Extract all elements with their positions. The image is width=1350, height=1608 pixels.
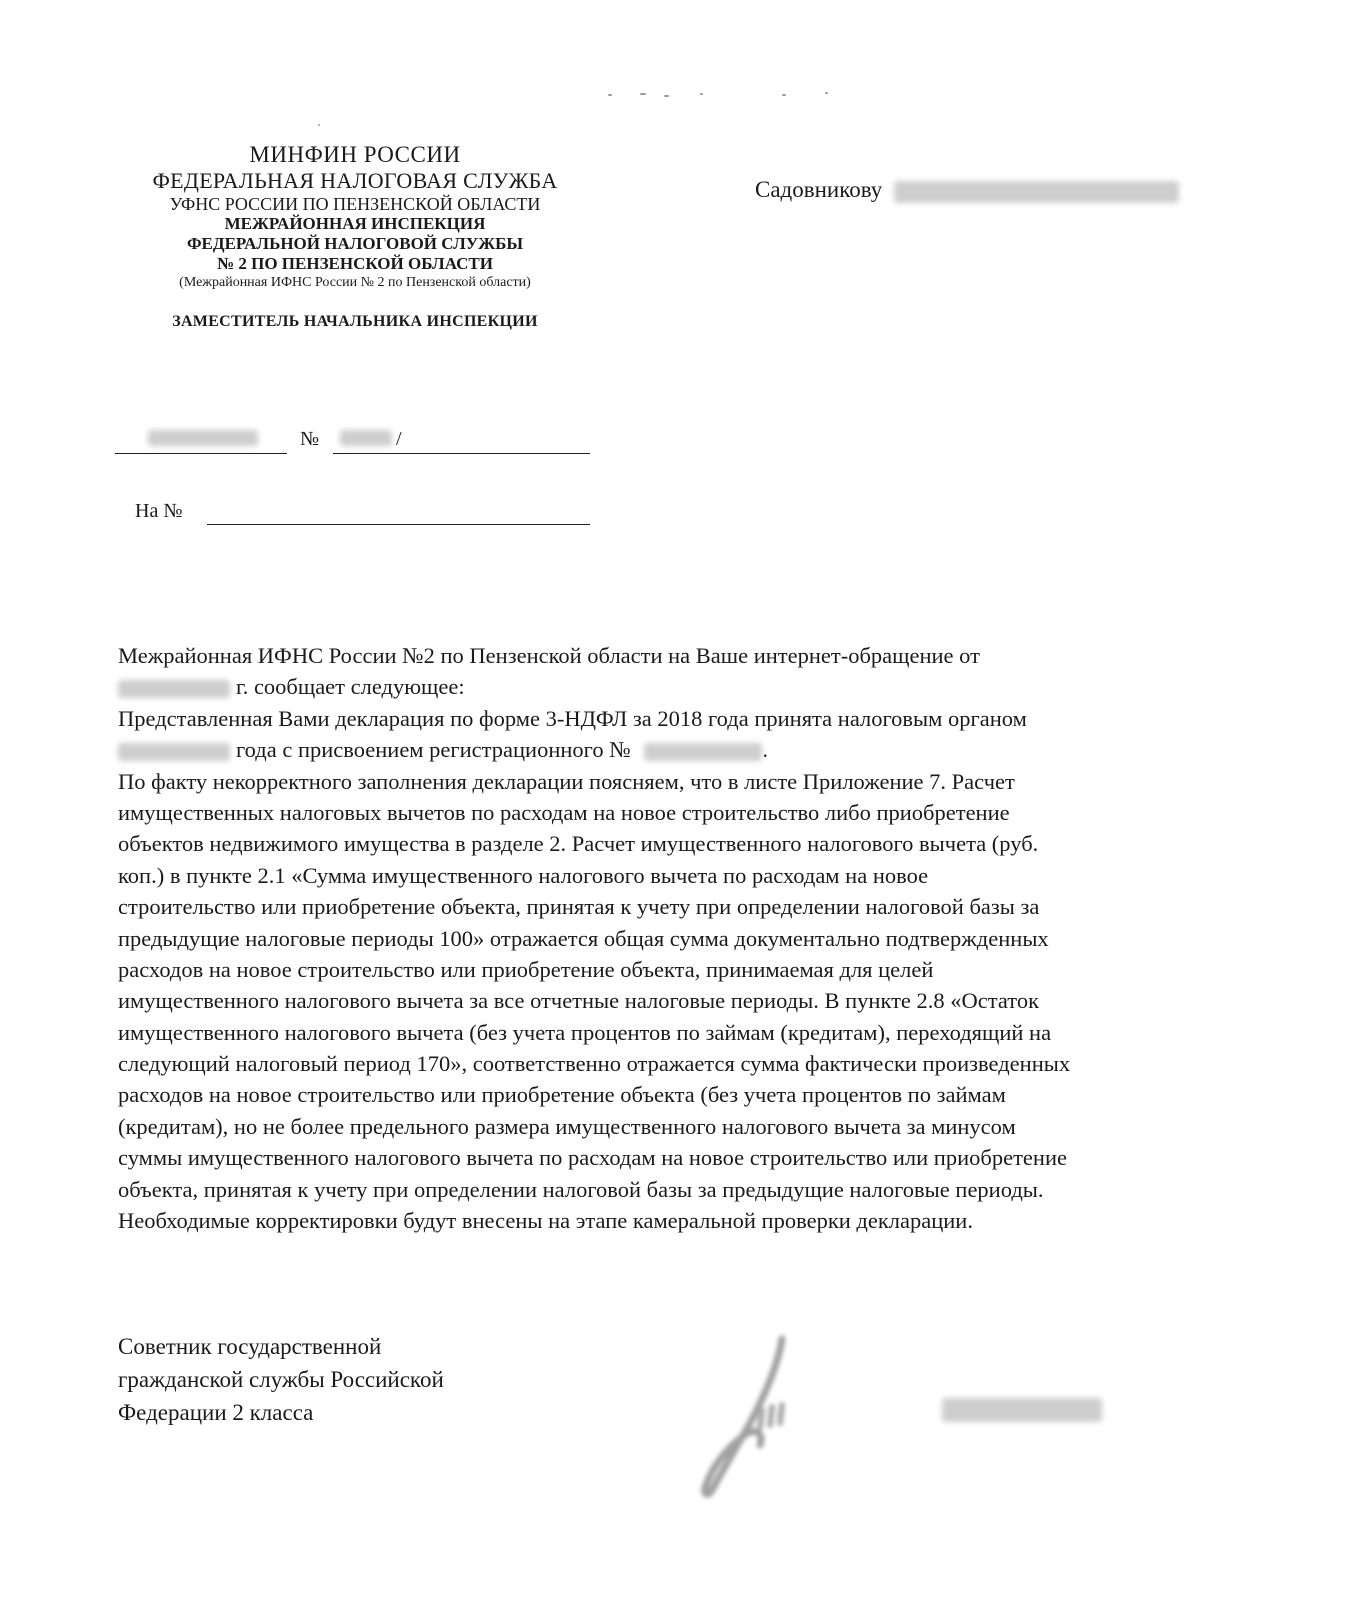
body-line: расходов на новое строительство или приобретение объекта, принимаемая для целей: [118, 956, 934, 982]
scan-speck: [700, 93, 703, 95]
body-line: следующий налоговый период 170», соответственно отражается сумма фактически произведенных: [118, 1051, 1071, 1077]
scan-speck: [825, 92, 828, 94]
redacted-outgoing-date: [148, 430, 258, 446]
inspection-name-line-2: ФЕДЕРАЛЬНОЙ НАЛОГОВОЙ СЛУЖБЫ: [186, 233, 524, 253]
body-line: Представленная Вами декларация по форме 3-НДФЛ за 2018 года принята налоговым органом: [118, 705, 1027, 731]
letter-body: [118, 640, 1268, 1236]
addressee-surname: Садовникову: [755, 177, 883, 202]
signatory-title-line-1: Советник государственной: [118, 1334, 382, 1359]
department-name: УФНС РОССИИ ПО ПЕНЗЕНСКОЙ ОБЛАСТИ: [169, 193, 541, 214]
number-sign: №: [300, 428, 320, 450]
inspection-name-line-3: № 2 ПО ПЕНЗЕНСКОЙ ОБЛАСТИ: [217, 253, 493, 273]
body-line: расходов на новое строительство или приобретение объекта (без учета процентов по займам: [118, 1082, 1006, 1108]
scan-speck: [640, 93, 646, 95]
scan-speck: [318, 124, 320, 126]
signatory-title: [118, 1330, 444, 1429]
body-line: Межрайонная ИФНС России №2 по Пензенской области на Ваше интернет-обращение от: [118, 643, 980, 668]
body-line: (кредитам), но не более предельного размера имущественного налогового вычета за минусом: [118, 1113, 1016, 1139]
redacted-outgoing-number: [340, 430, 392, 446]
body-line-end: .: [762, 737, 768, 763]
redacted-registration-number: [644, 743, 762, 761]
outgoing-number-suffix: /: [396, 428, 402, 450]
body-line-text: года с присвоением регистрационного №: [236, 737, 631, 763]
redacted-addressee-name: [894, 181, 1179, 203]
redacted-appeal-date: [118, 680, 230, 698]
body-line: строительство или приобретение объекта, принятая к учету при определении налоговой базы за: [118, 894, 1040, 920]
body-line-with-reg-number: [118, 734, 1268, 765]
inspection-short-name: (Межрайонная ИФНС России № 2 по Пензенской области): [179, 275, 531, 291]
redacted-signer-name: [942, 1398, 1102, 1422]
reply-to-line: [207, 500, 590, 525]
reply-to-label: На №: [135, 500, 183, 522]
body-line-text: г. сообщает следующее:: [236, 674, 465, 700]
scan-speck: [782, 94, 786, 96]
scan-speck: [608, 94, 612, 96]
addressee: [755, 177, 1179, 203]
body-line: имущественных налоговых вычетов по расходам на новое строительство либо приобретение: [118, 799, 1010, 825]
redacted-signature: [690, 1335, 840, 1500]
body-line: имущественного налогового вычета за все отчетные налоговые периоды. В пункте 2.8 «Остаток: [118, 988, 1039, 1014]
body-line: суммы имущественного налогового вычета по расходам на новое строительство или приобретение: [118, 1145, 1067, 1171]
body-line: По факту некорректного заполнения декларации поясняем, что в листе Приложение 7. Расчет: [118, 768, 1015, 794]
body-line: Необходимые корректировки будут внесены на этапе камеральной проверки декларации.: [118, 1208, 973, 1234]
scan-speck: [664, 95, 669, 97]
body-line-with-date: [118, 671, 1268, 702]
service-name: ФЕДЕРАЛЬНАЯ НАЛОГОВАЯ СЛУЖБА: [152, 168, 558, 194]
body-line: объекта, принятая к учету при определении налоговой базы за предыдущие налоговые периоды.: [118, 1176, 1044, 1202]
body-line: предыдущие налоговые периоды 100» отражается общая сумма документально подтвержденных: [118, 925, 1049, 951]
signatory-title-line-2: гражданской службы Российской: [118, 1367, 444, 1392]
signatory-position: ЗАМЕСТИТЕЛЬ НАЧАЛЬНИКА ИНСПЕКЦИИ: [172, 313, 538, 331]
issuer-header: [110, 142, 600, 332]
ministry-name: МИНФИН РОССИИ: [249, 142, 461, 167]
body-line: объектов недвижимого имущества в разделе 2. Расчет имущественного налогового вычета (руб.: [118, 831, 1039, 857]
body-line: коп.) в пункте 2.1 «Сумма имущественного налогового вычета по расходам на новое: [118, 862, 929, 888]
inspection-name-line-1: МЕЖРАЙОННАЯ ИНСПЕКЦИЯ: [224, 214, 486, 234]
body-line: имущественного налогового вычета (без учета процентов по займам (кредитам), переходящий на: [118, 1019, 1052, 1045]
signatory-title-line-3: Федерации 2 класса: [118, 1400, 314, 1425]
redacted-acceptance-date: [118, 743, 230, 761]
